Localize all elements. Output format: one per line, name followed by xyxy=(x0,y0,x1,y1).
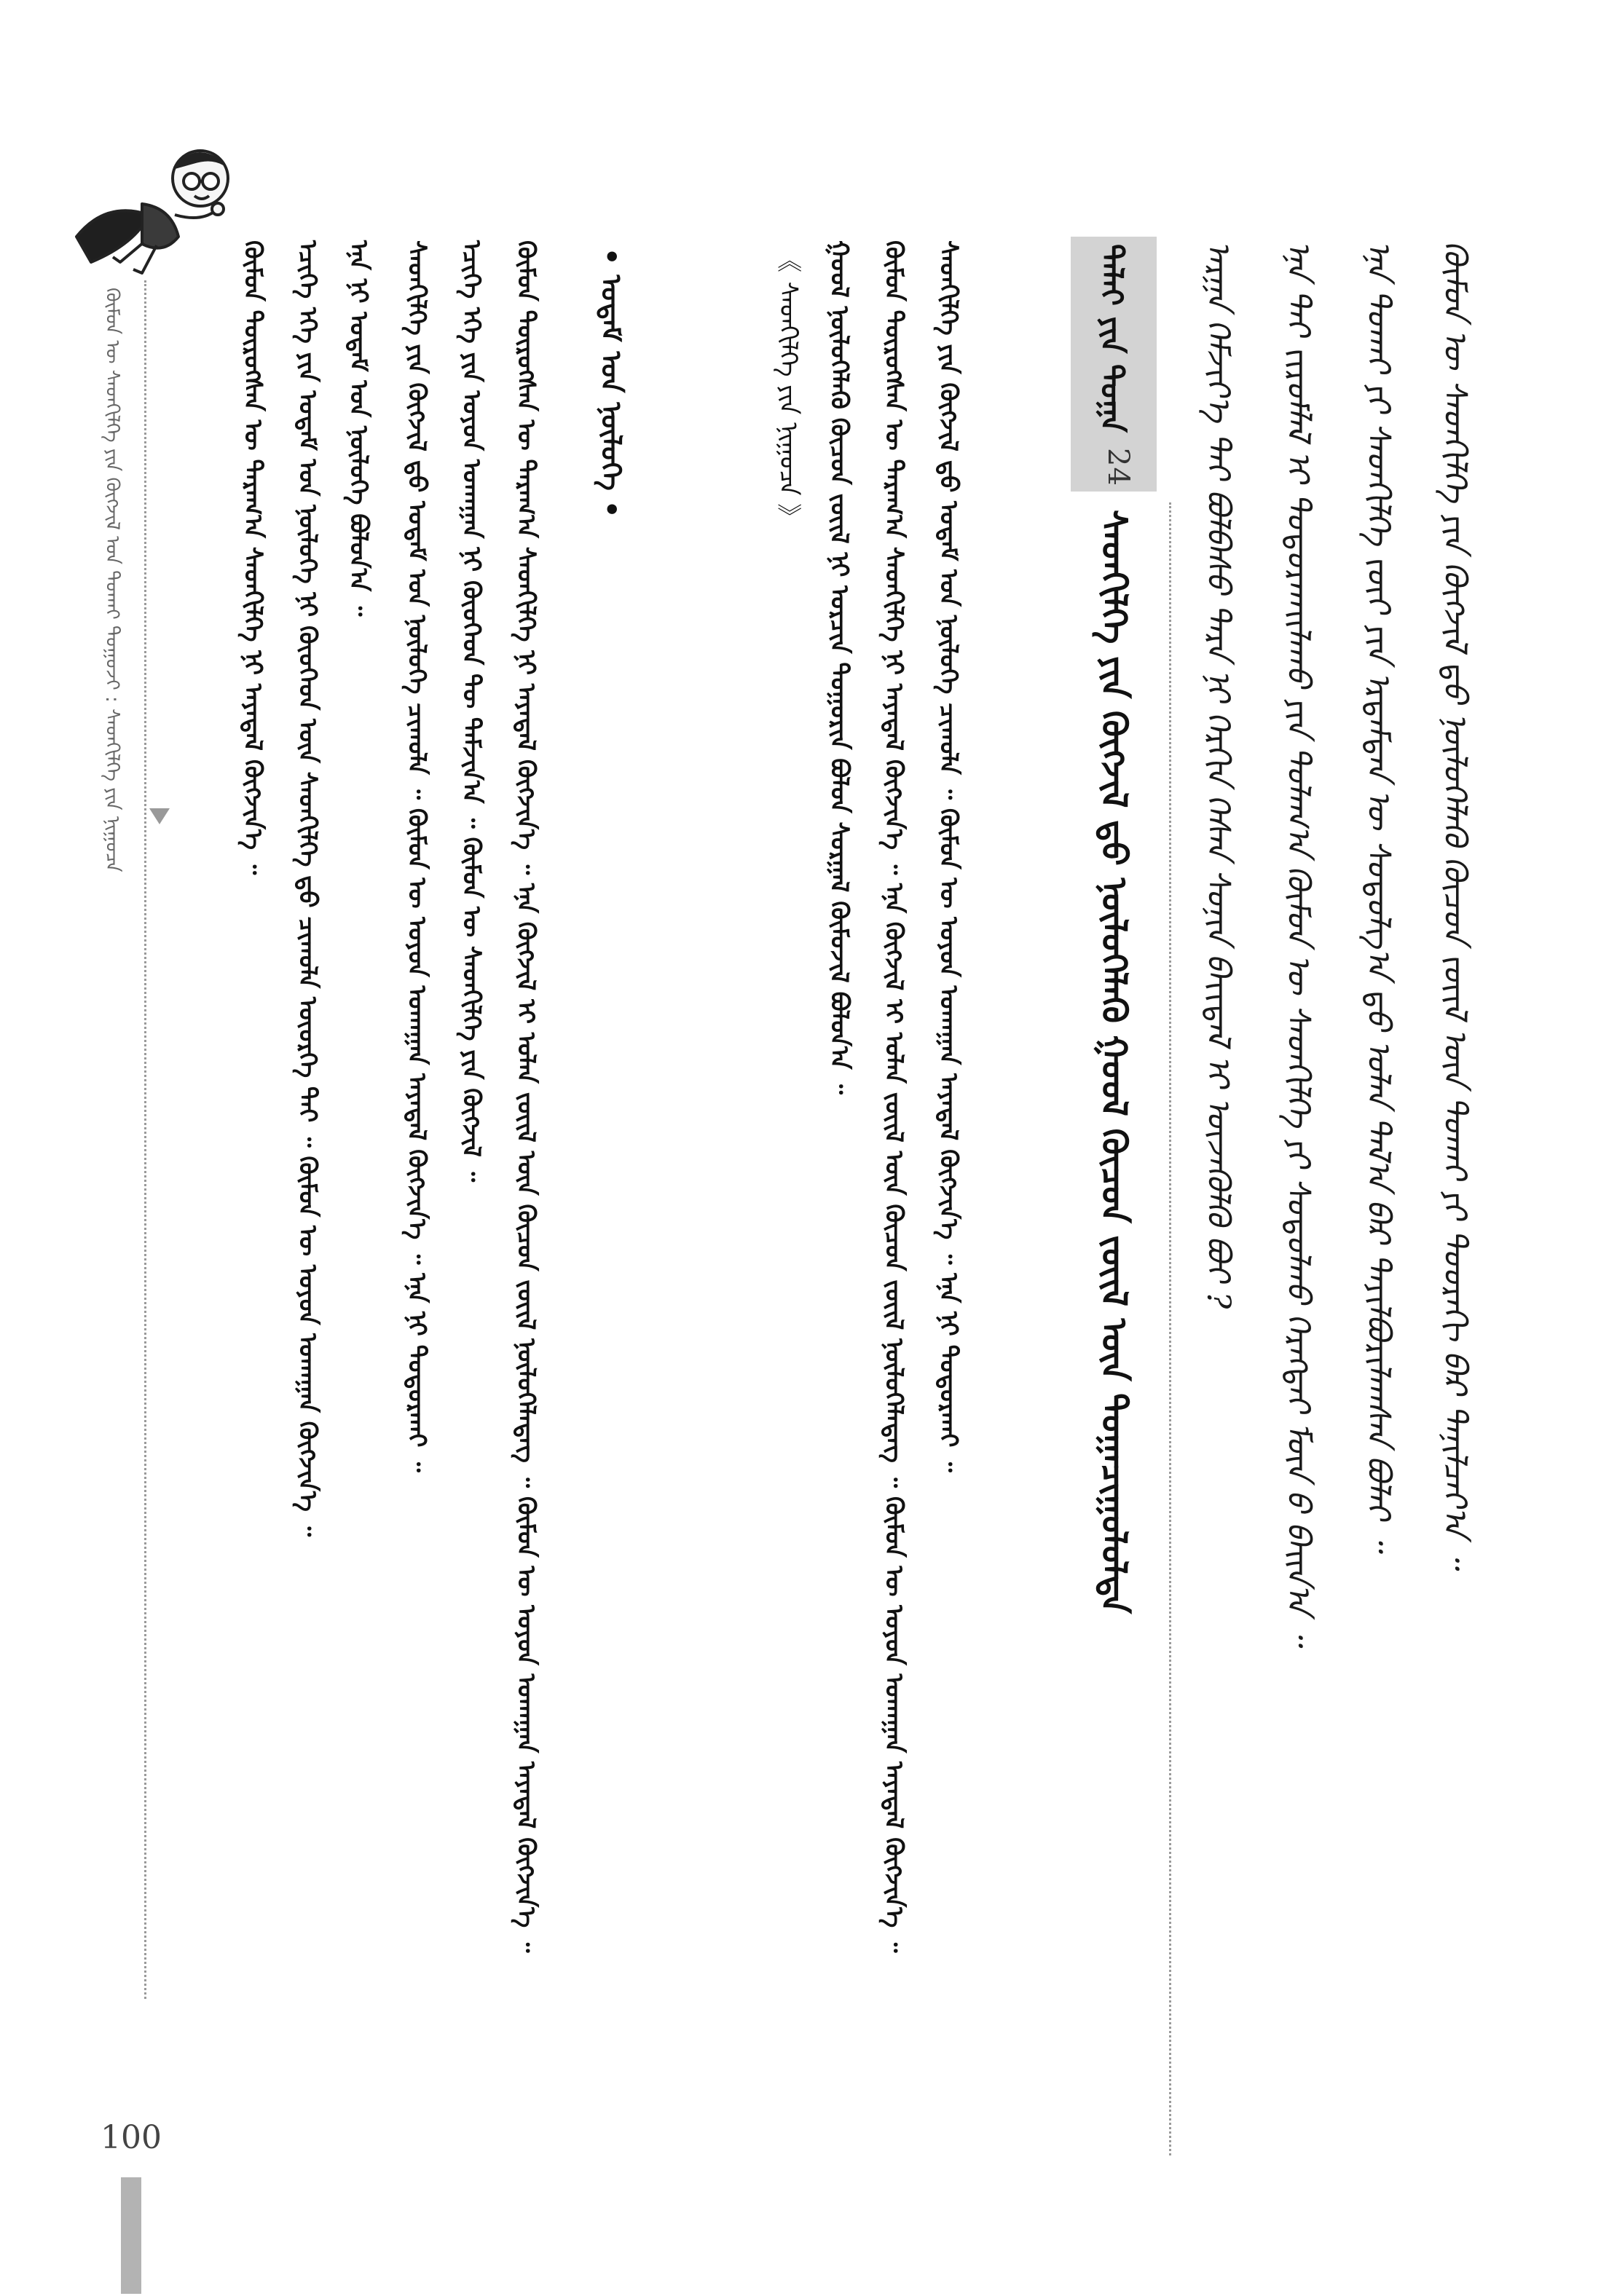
source-citation: 《 ᠰᠡᠳᠬᠢᠯᠭᠡ ᠶᠢᠨ ᠨᠢᠭᠤᠴᠠ 》 xyxy=(774,248,803,529)
section-label: ᠲᠠᠯᠠᠢ ᠶᠢᠨ ᠲᠣᠭᠠ xyxy=(1094,244,1130,433)
section-title: ᠰᠡᠳᠬᠢᠯᠭᠡ ᠶᠢᠨ ᠬᠥᠭᠵᠢᠯ ᠳ᠋ᠤ ᠨᠥᠯᠦᠭᠡᠯᠡᠬᠦ ᠭᠣᠣᠯ ᠬᠦᠴᠦᠨ ᠵᠦᠢᠯ ᠦᠨ ᠲᠣᠭᠠᠴᠢᠭᠤᠯᠤᠯᠲᠠ xyxy=(1093,510,1134,1614)
intro-line: ᠠᠷᠭᠠ ᠬᠡᠮᠵᠢᠶ᠎ᠡ ᠲᠠᠢ ᠪᠣᠯᠪᠠᠰᠤ ᠲᠡᠷᠡ ᠨᠢ ᠬᠡᠷᠬᠢᠨ ᠭᠡᠰᠡᠨ ᠰᠣᠨᠢᠨ ᠪᠠᠶ᠋ᠢᠳᠠᠯ ᠢ ᠦᠵᠡᠭᠦᠯᠬᠦ ᠪᠤᠢ ? xyxy=(1200,240,1237,1309)
left-margin-rule xyxy=(144,280,146,1999)
page-number: 100 xyxy=(101,2119,162,2156)
subheading: • ᠤᠳᠠᠮ ᠤᠨ ᠨᠥᠯᠦᠭᠡ • xyxy=(595,248,627,518)
section-title-rule xyxy=(1169,502,1171,2155)
paragraph-line: ᠡᠴᠢᠭᠡ ᠡᠬᠡ ᠶᠢᠨ ᠣᠶᠤᠨ ᠤᠬᠠᠭᠠᠨ ᠨᠢ ᠬᠦᠦᠬᠡᠳ ᠲᠦ ᠳᠠᠮᠵᠢᠨ᠎ᠠ ᠃ ᠬᠦᠮᠦᠨ ᠦ ᠰᠡᠳᠬᠢᠯᠭᠡ ᠶᠢᠨ ᠬᠥᠭᠵᠢᠯ ᠃ xyxy=(457,240,486,1183)
section-number: 24 xyxy=(1101,448,1135,486)
running-header-arrow xyxy=(149,808,170,824)
paragraph-line: ᠰᠡᠳᠬᠢᠯᠭᠡ ᠶᠢᠨ ᠬᠥᠭᠵᠢᠯ ᠳ᠋ᠤ ᠤᠳᠠᠮ ᠤᠨ ᠨᠥᠯᠦᠭᠡ ᠴᠢᠬᠤᠯᠠ ᠃ ᠬᠦᠮᠦᠨ ᠦ ᠣᠶᠤᠨ ᠤᠬᠠᠭᠠᠨ ᠠᠶᠠᠳᠠᠯ ᠬᠥᠭᠵᠢᠨ᠎ᠡ ᠃ ᠡᠨᠡ ᠨᠢ ᠲᠣᠳᠤᠷᠬᠠᠢ ᠃ xyxy=(934,240,963,1472)
paragraph-line: ᠡᠨᠡ ᠨᠢ ᠤᠳᠠᠮ ᠤᠨ ᠨᠥᠯᠦᠭᠡ ᠪᠣᠯᠤᠨ᠎ᠠ ᠃ xyxy=(344,240,373,617)
mascot-illustration xyxy=(62,135,229,280)
running-header: ᠬᠦᠮᠦᠨ ᠦ ᠰᠡᠳᠬᠢᠯᠭᠡ ᠶᠢᠨ ᠬᠥᠭᠵᠢᠯ ᠤᠨ ᠲᠤᠬᠠᠢ ᠲᠤᠭᠤᠵᠢ : ᠰᠡᠳᠬᠢᠯᠭᠡ ᠶᠢᠨ ᠨᠢᠭᠤᠴᠠ xyxy=(101,288,123,872)
paragraph-line: ᠬᠦᠮᠦᠨ ᠲᠥᠷᠥᠭᠰᠡᠨ ᠦ ᠳᠠᠷᠠᠭ᠎ᠠ ᠰᠡᠳᠬᠢᠯᠭᠡ ᠨᠢ ᠠᠶᠠᠳᠠᠯ ᠬᠥᠭᠵᠢᠨ᠎ᠡ ᠃ xyxy=(238,240,267,875)
paragraph-line: ᠭᠣᠣᠯ ᠨᠥᠯᠦᠭᠡᠯᠡᠬᠦ ᠬᠦᠴᠦᠨ ᠵᠦᠢᠯ ᠨᠢ ᠣᠷᠴᠢᠨ ᠲᠣᠭᠣᠷᠢᠨ ᠪᠣᠯᠣᠨ ᠰᠤᠷᠭᠠᠯ ᠬᠦᠮᠦᠵᠢᠯ ᠪᠣᠯᠣᠨ᠎ᠠ ᠃ xyxy=(825,240,854,1094)
page-edge-tab xyxy=(121,2177,141,2294)
intro-line: ᠡᠨᠡ ᠲᠤᠬᠠᠢ ᠶᠢ ᠰᠡᠳᠬᠢᠯᠭᠡ ᠵᠦᠢ ᠶᠢᠨ ᠡᠷᠳᠡᠮᠲᠡᠨ ᠦ ᠰᠤᠳᠤᠯᠭ᠎ᠠ ᠳ᠋ᠤ ᠣᠯᠠᠨ ᠲᠠᠯ᠎ᠠ ᠪᠠᠷ ᠲᠠᠶᠢᠯᠪᠤᠷᠢᠯᠠᠭᠰᠠᠨ ᠪᠣᠯᠠᠢ ᠃ xyxy=(1360,240,1397,1551)
paragraph-line: ᠡᠴᠢᠭᠡ ᠡᠬᠡ ᠶᠢᠨ ᠤᠳᠠᠮ ᠤᠨ ᠨᠥᠯᠦᠭᠡ ᠨᠢ ᠬᠦᠦᠬᠡᠳ ᠦᠨ ᠰᠡᠳᠬᠢᠯᠭᠡ ᠳ᠋ᠤ ᠴᠢᠬᠤᠯᠠ ᠦᠦᠷᠭᠡ ᠲᠠᠢ ᠃ ᠬᠦᠮᠦᠨ ᠦ ᠣᠶᠤᠨ ᠤᠬᠠᠭᠠᠨ ᠬᠥᠭᠵᠢᠨ᠎ᠡ ᠃ xyxy=(293,240,322,1537)
paragraph-line: ᠰᠡᠳᠬᠢᠯᠭᠡ ᠶᠢᠨ ᠬᠥᠭᠵᠢᠯ ᠳ᠋ᠤ ᠤᠳᠠᠮ ᠤᠨ ᠨᠥᠯᠦᠭᠡ ᠴᠢᠬᠤᠯᠠ ᠃ ᠬᠦᠮᠦᠨ ᠦ ᠣᠶᠤᠨ ᠤᠬᠠᠭᠠᠨ ᠠᠶᠠᠳᠠᠯ ᠬᠥᠭᠵᠢᠨ᠎ᠡ ᠃ ᠡᠨᠡ ᠨᠢ ᠲᠣᠳᠤᠷᠬᠠᠢ ᠃ xyxy=(402,240,431,1472)
intro-line: ᠡᠨᠡ ᠲᠠᠢ ᠵᠢᠷᠤᠮᠯᠠᠯ ᠢ ᠲᠣᠳᠤᠷᠬᠠᠢᠯᠠᠬᠤ ᠶᠢᠨ ᠲᠤᠯᠠᠭ᠎ᠠ ᠬᠦᠮᠦᠨ ᠦ ᠰᠡᠳᠬᠢᠯᠭᠡ ᠶᠢ ᠰᠤᠳᠤᠯᠬᠤ ᠬᠡᠷᠡᠭᠲᠡᠢ ᠮᠥᠨ ᠤ᠋ ᠪᠠᠢᠨ᠎ᠠ ᠃ xyxy=(1280,240,1317,1645)
intro-line: ᠬᠦᠮᠦᠨ ᠦ ᠰᠡᠳᠬᠢᠯᠭᠡ ᠶᠢᠨ ᠬᠥᠭᠵᠢᠯ ᠳ᠋ᠤ ᠨᠥᠯᠦᠭᠡᠯᠡᠬᠦ ᠬᠦᠴᠦᠨ ᠵᠦᠢᠯ ᠦᠨ ᠲᠤᠬᠠᠢ ᠶᠢ ᠳᠣᠣᠷᠠᠬᠢ ᠪᠠᠷ ᠲᠠᠨᠢᠯᠴᠠᠶ᠎ᠠ ᠃ xyxy=(1436,240,1474,1568)
paragraph-line: ᠬᠦᠮᠦᠨ ᠲᠥᠷᠥᠭᠰᠡᠨ ᠦ ᠳᠠᠷᠠᠭ᠎ᠠ ᠰᠡᠳᠬᠢᠯᠭᠡ ᠨᠢ ᠠᠶᠠᠳᠠᠯ ᠬᠥᠭᠵᠢᠨ᠎ᠡ ᠃ ᠡᠨᠡ ᠬᠥᠭᠵᠢᠯ ᠢ ᠣᠯᠠᠨ ᠵᠦᠢᠯ ᠦᠨ ᠬᠦᠴᠦᠨ ᠵᠦᠢᠯ ᠨᠥᠯᠦᠭᠡᠯᠡᠳᠡᠭ ᠃ ᠬᠦᠮᠦᠨ ᠦ ᠣᠶᠤᠨ ᠤᠬᠠᠭᠠᠨ ᠠᠶᠠᠳᠠᠯ ᠬᠥᠭᠵᠢᠨ᠎ᠡ ᠃ xyxy=(511,240,540,1953)
paragraph-line: ᠬᠦᠮᠦᠨ ᠲᠥᠷᠥᠭᠰᠡᠨ ᠦ ᠳᠠᠷᠠᠭ᠎ᠠ ᠰᠡᠳᠬᠢᠯᠭᠡ ᠨᠢ ᠠᠶᠠᠳᠠᠯ ᠬᠥᠭᠵᠢᠨ᠎ᠡ ᠃ ᠡᠨᠡ ᠬᠥᠭᠵᠢᠯ ᠢ ᠣᠯᠠᠨ ᠵᠦᠢᠯ ᠦᠨ ᠬᠦᠴᠦᠨ ᠵᠦᠢᠯ ᠨᠥᠯᠦᠭᠡᠯᠡᠳᠡᠭ ᠃ ᠬᠦᠮᠦᠨ ᠦ ᠣᠶᠤᠨ ᠤᠬᠠᠭᠠᠨ ᠠᠶᠠᠳᠠᠯ ᠬᠥᠭᠵᠢᠨ᠎ᠡ ᠃ xyxy=(879,240,908,1953)
